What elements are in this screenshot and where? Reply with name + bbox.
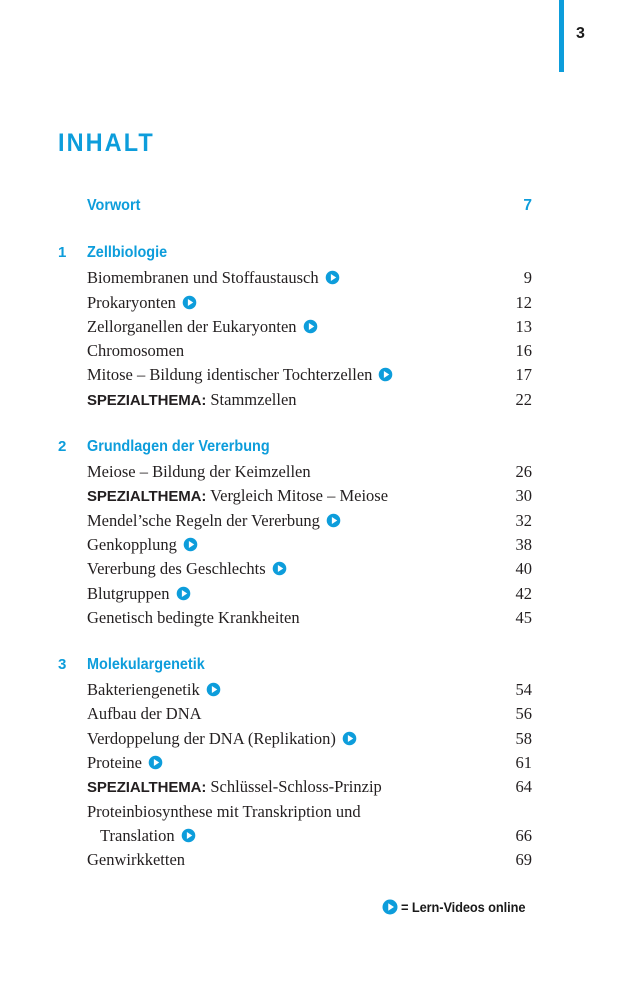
toc-entry-page: 9	[523, 268, 532, 288]
toc-entry-page: 30	[515, 486, 532, 506]
toc-chapter-heading[interactable]	[0, 652, 625, 678]
toc-entry-page: 66	[515, 825, 532, 845]
toc-entry[interactable]	[0, 727, 625, 751]
toc-entry-text: Proteinbiosynthese mit Transkription und	[87, 801, 361, 821]
toc-entry-text: Schlüssel-Schloss-Prinzip	[210, 777, 382, 797]
toc-entry-text: Mitose – Bildung identischer Tochterzellen	[87, 365, 373, 385]
toc-chapter-title: Molekulargenetik	[87, 656, 205, 674]
toc-entry-page: 56	[515, 704, 532, 724]
toc-entry[interactable]	[0, 848, 625, 872]
toc-chapter-heading[interactable]	[0, 434, 625, 460]
legend	[0, 899, 532, 915]
toc-entry[interactable]	[0, 678, 625, 702]
toc-entry[interactable]	[0, 800, 625, 824]
toc-entry-text: Vergleich Mitose – Meiose	[210, 486, 389, 506]
spacer	[0, 412, 625, 434]
toc-chapter-number: 2	[58, 438, 67, 456]
toc-entry[interactable]	[0, 484, 625, 508]
toc-entry[interactable]	[0, 363, 625, 387]
play-video-icon[interactable]	[303, 319, 318, 334]
toc-entry[interactable]	[0, 460, 625, 484]
toc-entry-text: Stammzellen	[210, 389, 297, 409]
play-video-icon	[382, 899, 398, 915]
toc-entry[interactable]	[0, 266, 625, 290]
toc-entry-page: 13	[515, 316, 532, 336]
legend-label: = Lern-Videos online	[401, 900, 526, 915]
toc-entry-page: 42	[515, 583, 532, 603]
toc-entry-label	[87, 557, 288, 581]
play-video-icon[interactable]	[183, 537, 198, 552]
toc-entry-label	[87, 582, 192, 606]
page-title: INHALT	[58, 129, 155, 157]
toc-entry-label	[87, 727, 358, 751]
toc-entry-page: 64	[515, 777, 532, 797]
toc-entry-page: 26	[515, 462, 532, 482]
toc-entry-label	[87, 388, 297, 413]
toc-entry-page: 40	[515, 559, 532, 579]
toc-entry-label	[87, 509, 342, 533]
toc-entry-label	[87, 533, 199, 557]
toc-entry-label	[87, 484, 388, 509]
toc-entry[interactable]	[0, 606, 625, 630]
header-accent-rule	[559, 0, 564, 72]
toc-entry[interactable]	[0, 751, 625, 775]
toc-entry-text: Genkopplung	[87, 534, 177, 554]
toc-chapter-number: 1	[58, 244, 67, 262]
toc-entry[interactable]	[0, 824, 625, 848]
toc-entry-text: Aufbau der DNA	[87, 704, 202, 724]
toc-chapter-heading[interactable]	[0, 240, 625, 266]
toc-entry-page: 58	[515, 728, 532, 748]
toc-entry-special-label: SPEZIALTHEMA:	[87, 391, 207, 409]
toc-entry-page: 22	[515, 389, 532, 409]
toc-chapter-title: Zellbiologie	[87, 244, 168, 262]
toc-entry-text: Prokaryonten	[87, 292, 176, 312]
toc-entry-text: Mendel’sche Regeln der Vererbung	[87, 510, 320, 530]
toc-entry-text: Zellorganellen der Eukaryonten	[87, 316, 297, 336]
table-of-contents	[0, 194, 625, 873]
spacer	[0, 218, 625, 240]
toc-entry-label	[87, 460, 311, 484]
toc-chapter-title: Grundlagen der Vererbung	[87, 438, 270, 456]
page-header	[0, 0, 625, 90]
toc-entry-label	[87, 315, 319, 339]
toc-entry-page: 17	[515, 365, 532, 385]
play-video-icon[interactable]	[206, 682, 221, 697]
toc-entry-text: Verdoppelung der DNA (Replikation)	[87, 728, 336, 748]
toc-entry-page: 69	[515, 850, 532, 870]
toc-entry-preface[interactable]	[0, 194, 625, 218]
toc-entry[interactable]	[0, 775, 625, 799]
toc-entry[interactable]	[0, 291, 625, 315]
toc-entry[interactable]	[0, 702, 625, 726]
toc-entry-text: Bakteriengenetik	[87, 680, 200, 700]
toc-entry[interactable]	[0, 557, 625, 581]
toc-entry-page: 45	[515, 607, 532, 627]
toc-entry[interactable]	[0, 582, 625, 606]
toc-entry-page: 54	[515, 680, 532, 700]
toc-entry-text: Blutgruppen	[87, 583, 170, 603]
toc-entry-page: 16	[515, 341, 532, 361]
page-number: 3	[576, 25, 585, 42]
toc-entry-page: 38	[515, 534, 532, 554]
toc-entry-label	[87, 339, 184, 363]
toc-entry-text: Vererbung des Geschlechts	[87, 559, 266, 579]
play-video-icon[interactable]	[272, 561, 287, 576]
toc-entry-page: 7	[523, 197, 532, 214]
spacer	[0, 630, 625, 652]
toc-entry-label	[87, 775, 382, 800]
toc-entry-text: Genwirkketten	[87, 850, 186, 870]
toc-entry-special-label: SPEZIALTHEMA:	[87, 488, 207, 506]
toc-entry-label	[87, 678, 222, 702]
toc-entry-page: 32	[515, 510, 532, 530]
toc-entry[interactable]	[0, 509, 625, 533]
play-video-icon[interactable]	[176, 586, 191, 601]
toc-entry-text: Chromosomen	[87, 341, 185, 361]
toc-entry-text: Proteine	[87, 753, 142, 773]
toc-entry-label: Vorwort	[87, 197, 141, 214]
toc-entry-text: Biomembranen und Stoffaustausch	[87, 268, 319, 288]
play-video-icon[interactable]	[325, 270, 340, 285]
toc-entry-text: Meiose – Bildung der Keimzellen	[87, 462, 311, 482]
play-video-icon[interactable]	[181, 828, 196, 843]
play-video-icon[interactable]	[378, 367, 393, 382]
toc-entry-text: Translation	[100, 825, 175, 845]
toc-entry[interactable]	[0, 533, 625, 557]
toc-entry-text: Genetisch bedingte Krankheiten	[87, 607, 300, 627]
play-video-icon[interactable]	[148, 755, 163, 770]
play-video-icon[interactable]	[182, 295, 197, 310]
toc-entry-label	[87, 266, 341, 290]
toc-entry-special-label: SPEZIALTHEMA:	[87, 779, 207, 797]
toc-entry-label	[87, 848, 185, 872]
toc-entry[interactable]	[0, 315, 625, 339]
play-video-icon[interactable]	[326, 513, 341, 528]
toc-entry-page: 12	[515, 292, 532, 312]
toc-entry-label	[87, 751, 164, 775]
toc-entry[interactable]	[0, 339, 625, 363]
toc-entry-label	[87, 800, 361, 824]
toc-entry-label	[87, 606, 300, 630]
toc-entry-label	[87, 702, 202, 726]
toc-entry-label	[100, 824, 197, 848]
toc-entry-label	[87, 363, 394, 387]
toc-entry-page: 61	[515, 753, 532, 773]
toc-entry-label	[87, 291, 198, 315]
toc-entry[interactable]	[0, 388, 625, 412]
toc-chapter-number: 3	[58, 656, 67, 674]
play-video-icon[interactable]	[342, 731, 357, 746]
